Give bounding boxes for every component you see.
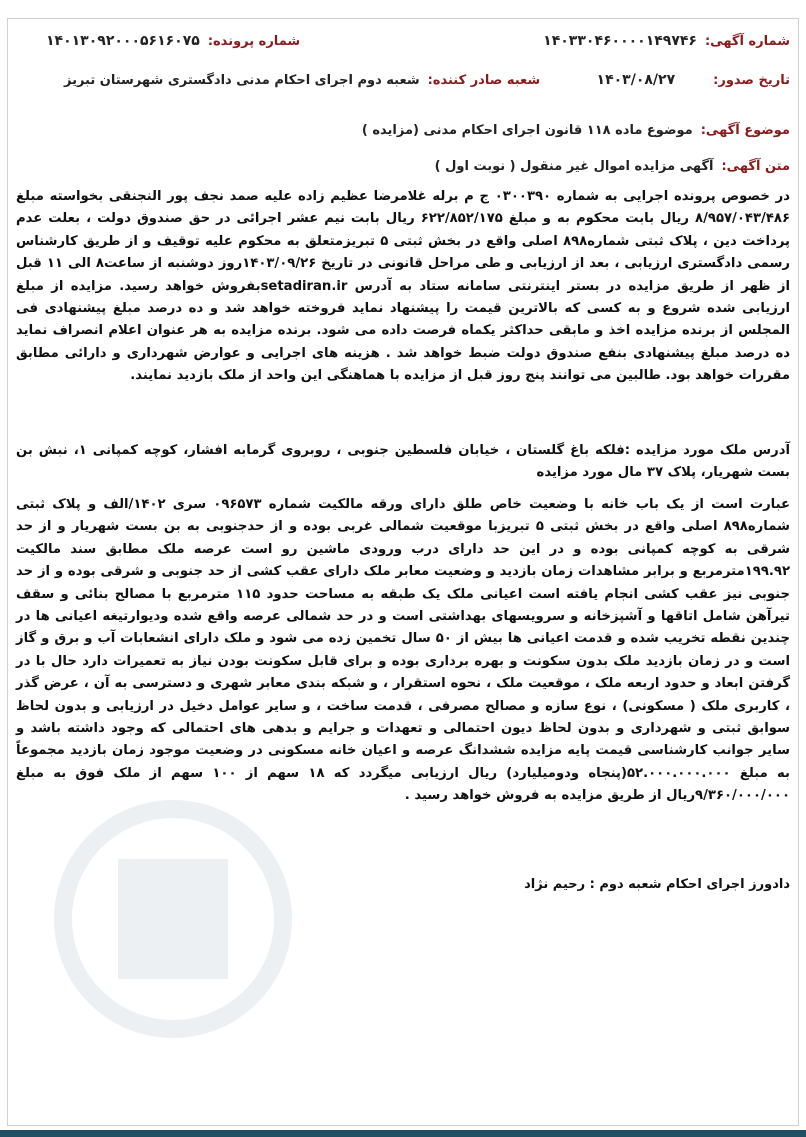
subject-label: موضوع آگهی:	[700, 123, 790, 138]
case-number-value: ۱۴۰۱۳۰۹۲۰۰۰۵۶۱۶۰۷۵	[46, 33, 200, 49]
signature: دادورز اجرای احکام شعبه دوم : رحیم نژاد	[524, 877, 790, 892]
issuer-label: شعبه صادر کننده:	[427, 72, 541, 88]
issuer-block	[64, 73, 540, 88]
subject-value: موضوع ماده ۱۱۸ قانون اجرای احکام مدنی (مزایده )	[361, 123, 693, 138]
header-row-1	[16, 33, 790, 49]
ad-number-value: ۱۴۰۳۳۰۴۶۰۰۰۰۱۴۹۷۴۶	[543, 33, 697, 49]
watermark-logo	[23, 789, 323, 1049]
case-number-block	[46, 33, 300, 49]
issue-date-label: تاریخ صدور:	[713, 72, 790, 88]
body-paragraph-1: در خصوص پرونده اجرایی به شماره ۰۳۰۰۳۹۰ ج م برله غلامرضا عظیم زاده علیه صمد نجف پور النجنقی بخواسته مبلغ ۸/۹۵۷/۰۴۳/۴۸۶ ریال بابت محکوم به و مبلغ ۶۲۲/۸۵۲/۱۷۵ ریال بابت نیم عشر اجرائی در حق صندوق دولت ، بعلت عدم پرداخت دین ، پلاک ثبتی شماره۸۹۸ اصلی واقع در بخش ثبتی ۵ تبریزمتعلق به محکوم علیه توقیف و از طریق کارشناس رسمی دادگستری ارزیابی ، بعد از ارزیابی و طی مراحل قانونی در تاریخ ۱۴۰۳/۰۹/۲۶روز دوشنبه از ساعت۸ الی ۱۱ قبل از ظهر از طریق مزایده در بستر اینترنتی سامانه ستاد به آدرس setadiran.irبفروش خواهد رسید. مزایده از مبلغ ارزیابی شده شروع و به کسی که بالاترین قیمت را پیشنهاد نماید فروخته خواهد شد و ده درصد مبلغ پیشنهادی فی المجلس از برنده مزایده اخذ و مابقی حداکثر یکماه فرصت داده می شود. برنده مزایده به هر عنوان اعلام انصراف نماید ده درصد مبلغ پیشنهادی بنفع صندوق دولت ضبط خواهد شد . هزینه های اجرایی و عوارض شهرداری و دارائی مطابق مقررات خواهد بود. طالبین می توانند پنج روز قبل از مزایده با هماهنگی این واحد از ملک بازدید نمایند.	[16, 189, 791, 384]
case-number-label: شماره پرونده:	[207, 33, 301, 49]
bottom-bar	[0, 1130, 806, 1137]
text-header-row	[16, 159, 790, 174]
subject-row	[16, 123, 790, 138]
issue-date-value: ۱۴۰۳/۰۸/۲۷	[596, 72, 676, 88]
issue-date-block	[597, 72, 790, 88]
text-header-value: آگهی مزایده اموال غیر منقول ( نوبت اول )	[434, 159, 714, 174]
ad-number-label: شماره آگهی:	[704, 33, 790, 49]
issuer-value: شعبه دوم اجرای احکام مدنی دادگستری شهرستان تبریز	[64, 72, 420, 88]
ad-number-block	[543, 33, 790, 49]
header-row-2	[16, 72, 790, 88]
notice-page	[7, 18, 799, 1126]
text-header-label: متن آگهی:	[721, 159, 790, 174]
body-paragraph-2: آدرس ملک مورد مزایده :فلکه باغ گلستان ، خیابان فلسطین جنوبی ، روبروی گرمابه افشار، کوچه کمپانی ۱، نبش بن بست شهریار، پلاک ۳۷ مال مورد مزایده	[16, 443, 790, 481]
body-paragraph-3: عبارت است از یک باب خانه با وضعیت خاص طلق دارای ورقه مالکیت شماره ۰۹۶۵۷۳ سری ۱۴۰۲/الف و پلاک ثبتی شماره۸۹۸ اصلی واقع در بخش ثبتی ۵ تبریزبا موقعیت شمالی غربی بوده و از حدجنوبی به بن بست شهریار و از حد شرقی به کوچه کمپانی بوده و در این حد دارای درب ورودی ماشین رو است عرصه ملک مطابق سند مالکیت ۱۹۹.۹۲مترمربع و برابر مشاهدات زمان بازدید و وضعیت معابر ملک دارای عقب کشی از حد جنوبی و شرقی بوده و از حد جنوبی نیز عقب کشی انجام یافته است اعیانی ملک یک طبقه به مساحت حدود ۱۱۵ مترمربع با مصالح بنائی و سقف تیرآهن شامل اتاقها و آشپزخانه و سرویسهای بهداشتی است و در حد شمالی عرصه واقع شده ودیوارتیغه اعیانی ها در چندین نقطه تخریب شده و قدمت اعیانی ها بیش از ۵۰ سال تخمین زده می شود و ملک دارای انشعابات آب و برق و گاز است و در زمان بازدید ملک بدون سکونت و بهره برداری بوده و برای قابل سکونت بودن نیاز به تعمیرات دارد حال با در گرفتن ابعاد و حدود اربعه ملک ، موقعیت ملک ، نحوه استقرار ، و شبکه بندی معابر شهری و دسترسی به آن ، عرض گذر ، کاربری ملک ( مسکونی) ، نوع سازه و مصالح مصرفی ، قدمت ساخت ، و سایر عوامل دخیل در ارزیابی و بدون لحاظ سوابق ثبتی و شهرداری و بدون لحاظ دیون احتمالی و تعهدات و جرایم و بدهی های احتمالی که وجود داشته باشد و سایر جوانب کارشناسی قیمت پایه مزایده ششدانگ عرصه و اعیان خانه مسکونی در وضعیت موجود زمان بازدید مجموعاً به مبلغ ۵۲.۰۰۰.۰۰۰.۰۰۰(پنجاه ودومیلیارد) ریال ارزیابی میگردد که ۱۸ سهم از ۱۰۰ سهم از ملک فوق به مبلغ ۹/۳۶۰/۰۰۰/۰۰۰ریال از طریق مزایده به فروش خواهد رسید .	[16, 497, 791, 804]
